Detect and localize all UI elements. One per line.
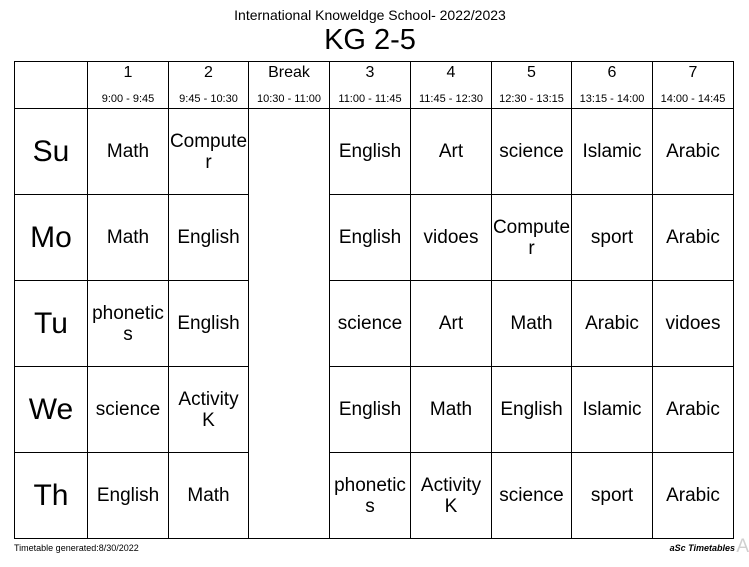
brand-label: aSc Timetables [669, 543, 735, 553]
lesson-cell [411, 109, 492, 195]
subject-name: Computer [492, 216, 571, 259]
subject-name: science [95, 399, 161, 420]
subject-name: Arabic [585, 313, 639, 334]
subject-name: science [337, 313, 403, 334]
lesson-cell [653, 109, 734, 195]
period-time: 10:30 - 11:00 [256, 93, 321, 105]
subject-name: science [499, 141, 564, 162]
lesson-cell [653, 281, 734, 367]
lesson-cell [572, 453, 653, 539]
period-label: Break [268, 64, 310, 81]
class-title: KG 2-5 [324, 24, 416, 56]
generated-date: Timetable generated:8/30/2022 [14, 543, 139, 553]
lesson-cell [653, 195, 734, 281]
subject-name: English [500, 399, 563, 420]
lesson-cell [330, 281, 411, 367]
lesson-cell [169, 453, 249, 539]
period-label: 2 [204, 64, 213, 81]
lesson-cell [492, 453, 572, 539]
period-label: 5 [527, 64, 536, 81]
subject-name: phonetics [334, 474, 406, 517]
subject-name: Islamic [582, 141, 642, 162]
day-row [15, 109, 734, 195]
lesson-cell [572, 195, 653, 281]
lesson-cell [492, 367, 572, 453]
day-label: We [15, 367, 88, 453]
period-time: 13:15 - 14:00 [579, 93, 645, 105]
lesson-cell [88, 195, 169, 281]
subject-name: vidoes [423, 227, 479, 248]
subject-name: sport [590, 227, 634, 248]
subject-name: science [499, 485, 564, 506]
period-header [572, 62, 653, 109]
period-header [411, 62, 492, 109]
subject-name: English [338, 141, 402, 162]
lesson-cell [330, 109, 411, 195]
lesson-cell [653, 453, 734, 539]
subject-name: Art [438, 141, 464, 162]
lesson-cell [330, 453, 411, 539]
day-label: Mo [15, 195, 88, 281]
period-header [492, 62, 572, 109]
period-label: 6 [607, 64, 617, 81]
period-label: 4 [446, 64, 456, 81]
period-header [169, 62, 249, 109]
subject-name: vidoes [665, 313, 721, 334]
lesson-cell [88, 367, 169, 453]
corner-cell [15, 62, 88, 109]
subject-name: Arabic [666, 227, 720, 248]
period-time: 14:00 - 14:45 [660, 93, 726, 105]
lesson-cell [572, 281, 653, 367]
period-header-row [15, 62, 734, 109]
period-header [330, 62, 411, 109]
lesson-cell [411, 367, 492, 453]
subject-name: English [338, 227, 402, 248]
lesson-cell [330, 195, 411, 281]
lesson-cell [572, 367, 653, 453]
subject-name: English [338, 399, 402, 420]
period-time: 9:45 - 10:30 [179, 93, 238, 105]
subject-name: Math [429, 399, 473, 420]
day-label: Tu [15, 281, 88, 367]
lesson-cell [169, 367, 249, 453]
lesson-cell [411, 453, 492, 539]
lesson-cell [330, 367, 411, 453]
subject-name: Islamic [582, 399, 642, 420]
subject-name: Activity K [420, 474, 482, 517]
lesson-cell [653, 367, 734, 453]
period-time: 12:30 - 13:15 [499, 93, 564, 105]
day-row [15, 367, 734, 453]
subject-name: Arabic [666, 141, 720, 162]
subject-name: Math [106, 227, 150, 248]
day-row [15, 281, 734, 367]
break-column [249, 109, 330, 539]
period-label: 1 [123, 64, 133, 81]
period-time: 11:45 - 12:30 [418, 93, 483, 105]
subject-name: Activity K [178, 388, 239, 431]
period-header [653, 62, 734, 109]
school-title: International Knoweldge School- 2022/2023 [234, 7, 506, 23]
period-label: 7 [688, 64, 698, 81]
day-label: Su [15, 109, 88, 195]
subject-name: Math [106, 141, 150, 162]
corner-glyph: A [736, 536, 749, 557]
subject-name: sport [590, 485, 634, 506]
lesson-cell [572, 109, 653, 195]
subject-name: Math [187, 485, 230, 506]
subject-name: Arabic [666, 399, 720, 420]
subject-name: Art [438, 313, 464, 334]
lesson-cell [492, 195, 572, 281]
lesson-cell [88, 453, 169, 539]
period-label: 3 [365, 64, 375, 81]
subject-name: Computer [169, 130, 248, 173]
lesson-cell [411, 281, 492, 367]
lesson-cell [169, 195, 249, 281]
subject-name: Math [510, 313, 553, 334]
subject-name: English [96, 485, 160, 506]
period-time: 11:00 - 11:45 [338, 93, 402, 105]
lesson-cell [411, 195, 492, 281]
period-time: 9:00 - 9:45 [101, 93, 155, 105]
day-row [15, 195, 734, 281]
period-header [88, 62, 169, 109]
lesson-cell [492, 281, 572, 367]
day-row [15, 453, 734, 539]
lesson-cell [88, 281, 169, 367]
day-label: Th [15, 453, 88, 539]
lesson-cell [88, 109, 169, 195]
subject-name: English [177, 313, 240, 334]
subject-name: phonetics [92, 302, 164, 345]
period-header [249, 62, 330, 109]
lesson-cell [492, 109, 572, 195]
lesson-cell [169, 281, 249, 367]
lesson-cell [169, 109, 249, 195]
timetable [14, 61, 734, 539]
subject-name: English [177, 227, 240, 248]
subject-name: Arabic [666, 485, 720, 506]
